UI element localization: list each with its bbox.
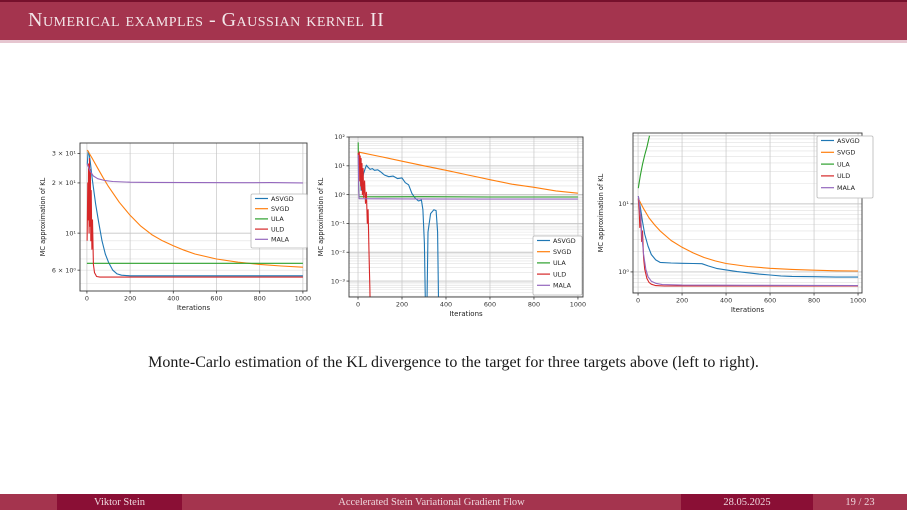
svg-text:200: 200 — [395, 300, 409, 309]
svg-text:400: 400 — [719, 296, 733, 305]
svg-text:ASVGD: ASVGD — [837, 136, 860, 145]
slide-title: Numerical examples - Gaussian kernel II — [28, 9, 385, 31]
chart-kl-middle-svg — [318, 122, 600, 320]
chart-kl-middle — [318, 122, 600, 325]
svg-text:SVGD: SVGD — [837, 148, 856, 157]
svg-text:10⁻³: 10⁻³ — [330, 277, 345, 286]
footer-bar — [0, 494, 907, 510]
footer-author: Viktor Stein — [57, 494, 182, 510]
svg-text:10¹: 10¹ — [334, 162, 345, 171]
svg-text:200: 200 — [675, 296, 689, 305]
chart-kl-right-svg — [598, 126, 888, 318]
svg-text:10⁻¹: 10⁻¹ — [330, 219, 345, 228]
svg-text:ULD: ULD — [837, 172, 851, 181]
slide-header — [0, 0, 907, 40]
svg-text:600: 600 — [483, 300, 497, 309]
svg-text:ULA: ULA — [553, 259, 566, 268]
svg-text:0: 0 — [355, 300, 361, 309]
svg-text:800: 800 — [527, 300, 541, 309]
svg-text:1000: 1000 — [849, 296, 867, 305]
svg-text:1000: 1000 — [294, 294, 312, 303]
svg-text:ASVGD: ASVGD — [553, 236, 576, 245]
svg-text:MALA: MALA — [553, 281, 571, 290]
svg-text:10¹: 10¹ — [65, 229, 76, 238]
chart-kl-left — [38, 128, 318, 325]
svg-text:ULD: ULD — [553, 270, 567, 279]
svg-text:6 × 10⁰: 6 × 10⁰ — [51, 266, 76, 275]
svg-text:10²: 10² — [334, 133, 345, 142]
svg-text:800: 800 — [807, 296, 821, 305]
svg-text:ULA: ULA — [271, 215, 284, 224]
svg-text:10⁰: 10⁰ — [618, 268, 629, 277]
svg-text:Iterations: Iterations — [449, 310, 483, 318]
chart-kl-right — [598, 126, 888, 323]
svg-text:10⁰: 10⁰ — [334, 190, 345, 199]
svg-text:0: 0 — [636, 296, 641, 305]
svg-text:MC approximation of KL: MC approximation of KL — [317, 177, 325, 257]
footer-page-number: 19 / 23 — [813, 494, 907, 510]
svg-text:10¹: 10¹ — [618, 200, 629, 209]
svg-text:0: 0 — [84, 294, 89, 303]
header-accent-strip — [0, 40, 907, 43]
footer-spacer — [0, 494, 57, 510]
svg-text:ULD: ULD — [271, 225, 285, 234]
svg-text:ULA: ULA — [837, 160, 850, 169]
svg-text:800: 800 — [253, 294, 266, 303]
figure-caption: Monte-Carlo estimation of the KL divergence to the target for three targets above (left to right). — [148, 354, 759, 371]
svg-text:SVGD: SVGD — [553, 248, 572, 256]
svg-text:Iterations: Iterations — [176, 304, 211, 312]
svg-text:10⁻²: 10⁻² — [330, 248, 345, 257]
svg-text:ASVGD: ASVGD — [271, 194, 294, 203]
svg-text:SVGD: SVGD — [271, 205, 290, 213]
svg-text:MALA: MALA — [837, 184, 855, 192]
svg-text:1000: 1000 — [569, 300, 587, 309]
svg-text:MC approximation of KL: MC approximation of KL — [597, 173, 605, 253]
svg-text:Iterations: Iterations — [730, 306, 765, 314]
svg-text:600: 600 — [763, 296, 777, 305]
chart-kl-left-svg — [38, 128, 318, 320]
svg-text:400: 400 — [167, 294, 180, 303]
svg-text:600: 600 — [210, 294, 223, 303]
svg-text:MC approximation of KL: MC approximation of KL — [39, 177, 47, 257]
footer-talk-title: Accelerated Stein Variational Gradient Flow — [182, 494, 681, 510]
svg-text:3 × 10¹: 3 × 10¹ — [51, 149, 76, 158]
footer-date: 28.05.2025 — [681, 494, 813, 510]
svg-text:400: 400 — [439, 300, 453, 309]
svg-text:200: 200 — [124, 294, 137, 303]
svg-text:2 × 10¹: 2 × 10¹ — [51, 179, 76, 188]
svg-text:MALA: MALA — [271, 235, 289, 244]
